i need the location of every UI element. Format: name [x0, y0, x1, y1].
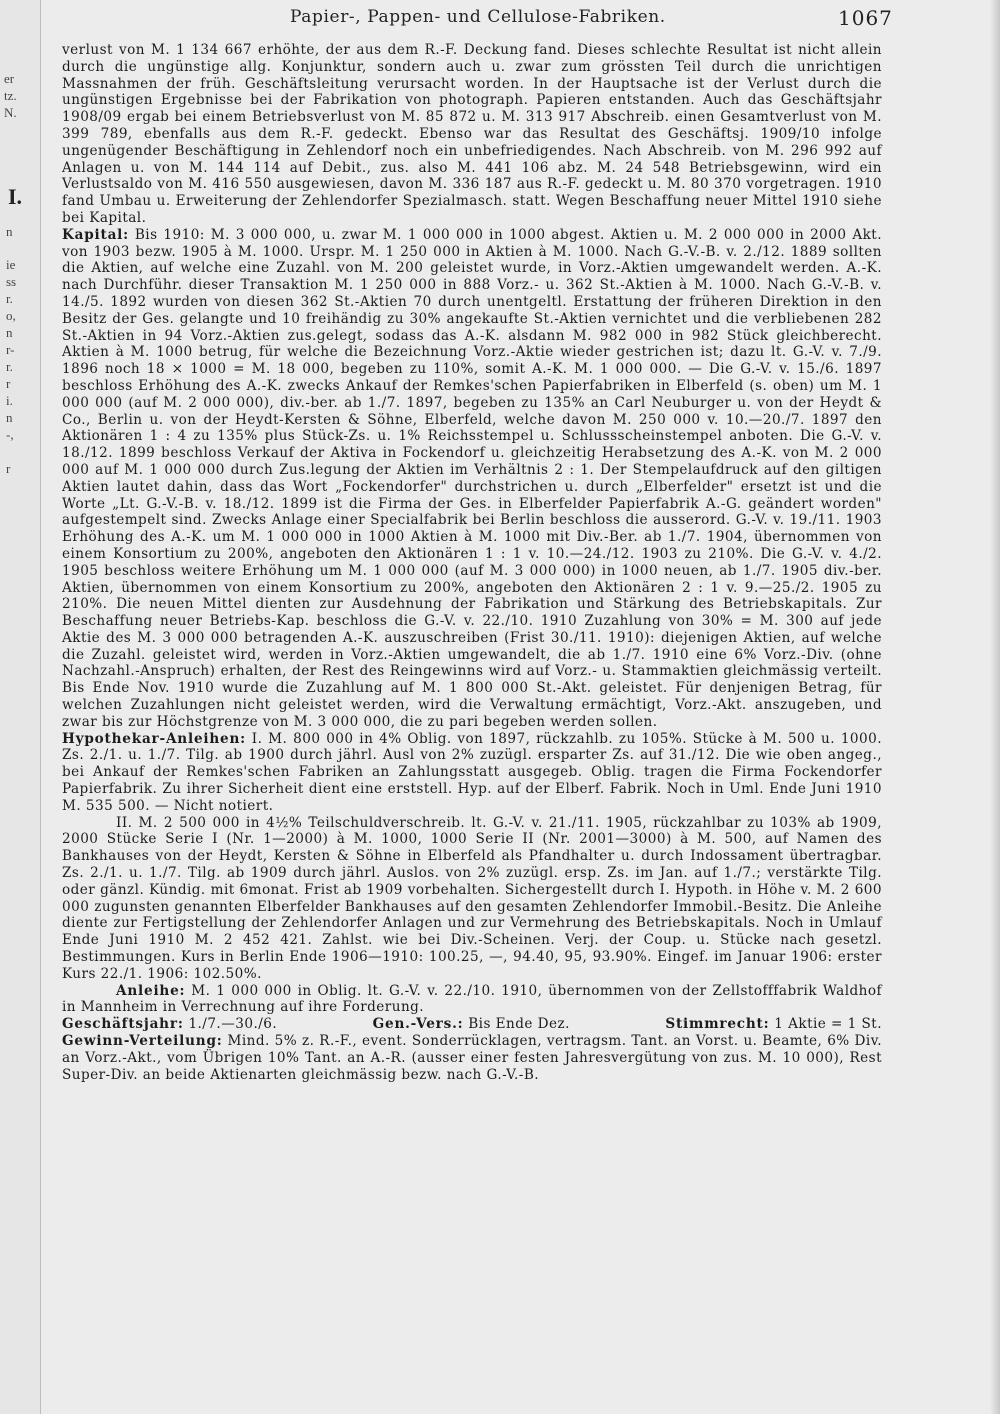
margin-fragment: ie — [6, 257, 16, 272]
stimmrecht-label: Stimmrecht: — [665, 1016, 770, 1033]
geschaeftsjahr-label: Geschäftsjahr: — [62, 1016, 184, 1033]
genvers-value: Bis Ende Dez. — [468, 1016, 570, 1033]
margin-fragment: n — [6, 410, 13, 425]
margin-fragment: n — [6, 325, 13, 340]
margin-fragment: i. — [6, 393, 13, 408]
margin-fragment: er — [4, 71, 15, 86]
stimmrecht — [665, 1016, 882, 1033]
running-head: Papier-, Pappen- und Cellulose-Fabriken. — [290, 7, 666, 27]
anleihe-paragraph — [62, 983, 882, 1017]
gewinn-paragraph — [62, 1033, 882, 1083]
intro-paragraph: verlust von M. 1 134 667 erhöhte, der aus dem R.-F. Deckung fand. Dieses schlechte Resultat ist nicht allein durch die ungünstige allg. Konjunktur, sondern auch u. zwar zum grössten Teil durch die unrichtigen Massnahmen der früh. Geschäftsleitung verursacht worden. In der Hauptsache ist der Verlust durch die ungünstigen Ergebnisse bei der Fabrikation von photograph. Papieren entstanden. Auch das Geschäftsjahr 1908/09 ergab bei einem Betriebsverlust von M. 85 872 u. M. 313 917 Abschreib. einen Gesamtverlust von M. 399 789, ebenfalls aus dem R.-F. gedeckt. Ebenso war das Resultat des Geschäftsj. 1909/10 infolge ungenügender Beschäftigung in Zehlendorf noch ein unbefriedigendes. Nach Abschreib. von M. 296 992 auf Anlagen u. von M. 144 114 auf Debit., zus. also M. 441 106 abz. M. 24 548 Betriebsgewinn, wird ein Verlustsaldo von M. 416 550 ausgewiesen, davon M. 336 187 aus R.-F. gedeckt u. M. 80 370 vorgetragen. 1910 fand Umbau u. Erweiterung der Zehlendorfer Spezialmasch. statt. Wegen Beschaffung neuer Mittel 1910 siehe bei Kapital. — [62, 42, 882, 226]
margin-fragment: N. — [4, 105, 17, 120]
margin-fragment: -, — [6, 427, 14, 442]
margin-fragment: n — [6, 224, 13, 239]
kapital-label: Kapital: — [62, 226, 129, 243]
margin-fragment: I. — [8, 184, 23, 209]
hypothekar-text-1: I. M. 800 000 in 4% Oblig. von 1897, rückzahlb. zu 105%. Stücke à M. 500 u. 1000. Zs. 2./1. u. 1./7. Tilg. ab 1900 durch jährl. Ausl von 2% zuzügl. ersparter Zs. auf 31./12. Die wie oben angeg., bei Ankauf der Remkes'schen Fabriken an Zahlungsstatt ausgegeb. Oblig. tragen die Firma Fockendorfer Papierfabrik. Zu ihrer Sicherheit dient eine erststell. Hyp. auf der Elberf. Fabrik. Noch in Uml. Ende Juni 1910 M. 535 500. — Nicht notiert. — [62, 730, 882, 814]
gewinn-text: Mind. 5% z. R.-F., event. Sonderrücklagen, vertragsm. Tant. an Vorst. u. Beamte, 6% Div. an Vorz.-Akt., vom Übrigen 10% Tant. an A.-R. (ausser einer festen Jahresvergütung von zus. M. 10 000), Rest Super-Div. an beide Aktienarten gleichmässig bezw. nach G.-V.-B. — [62, 1033, 882, 1083]
genvers-label: Gen.-Vers.: — [372, 1016, 464, 1033]
hypothekar-paragraph-2: II. M. 2 500 000 in 4½% Teilschuldverschreib. lt. G.-V. v. 21./11. 1905, rückzahlbar zu 103% ab 1909, 2000 Stücke Serie I (Nr. 1—2000) à M. 1000, 1000 Serie II (Nr. 2001—3000) à M. 500, auf Namen des Bankhauses von der Heydt, Kersten & Söhne in Elberfeld als Pfandhalter u. durch Indossament übertragbar. Zs. 2./1. u. 1./7. Tilg. ab 1909 durch jährl. Auslos. von 2% zuzügl. ersp. Zs. im Jan. auf 1./7.; verstärkte Tilg. oder gänzl. Kündig. mit 6monat. Frist ab 1909 vorbehalten. Sichergestellt durch I. Hypoth. in Höhe v. M. 2 600 000 zugunsten genannten Elberfelder Bankhauses auf den gesamten Zehlendorfer Immobil.-Besitz. Die Anleihe diente zur Fertigstellung der Zehlendorfer Anlagen und zur Vermehrung des Betriebskapitals. Noch in Umlauf Ende Juni 1910 M. 2 452 421. Zahlst. wie bei Div.-Scheinen. Verj. der Coup. u. Stücke nach gesetzl. Bestimmungen. Kurs in Berlin Ende 1906—1910: 100.25, —, 94.40, 95, 93.90%. Eingef. im Januar 1906: erster Kurs 22./1. 1906: 102.50%. — [62, 814, 882, 982]
margin-fragment: r — [6, 461, 11, 476]
hypothekar-label: Hypothekar-Anleihen: — [62, 730, 246, 747]
margin-fragment: tz. — [4, 88, 17, 103]
margin-fragment: o, — [6, 308, 16, 323]
margin-fragment: r — [6, 376, 11, 391]
anleihe-label: Anleihe: — [116, 982, 186, 999]
generalversammlung — [373, 1016, 570, 1033]
margin-fragment: r- — [6, 342, 15, 357]
previous-page-margin — [0, 0, 41, 1414]
meta-line — [62, 1016, 882, 1033]
page-body — [62, 42, 882, 1083]
margin-fragment: r. — [6, 359, 13, 374]
geschaeftsjahr — [62, 1016, 277, 1033]
page-edge-shadow — [990, 0, 1000, 1414]
page-number: 1067 — [838, 6, 893, 30]
anleihe-text: M. 1 000 000 in Oblig. lt. G.-V. v. 22./10. 1910, übernommen von der Zellstofffabrik Waldhof in Mannheim in Verrechnung auf ihre Forderung. — [62, 982, 882, 1016]
kapital-text: Bis 1910: M. 3 000 000, u. zwar M. 1 000 000 in 1000 abgest. Aktien u. M. 2 000 000 in 2000 Akt. von 1903 bezw. 1905 à M. 1000. Urspr. M. 1 250 000 in Aktien à M. 1000. Nach G.-V.-B. v. 2./12. 1889 sollten die Aktien, auf welche eine Zuzahl. von M. 200 geleistet wurde, in Vorz.-Aktien umgewandelt werden. A.-K. nach Durchführ. dieser Transaktion M. 1 250 000 in 888 Vorz.- u. 362 St.-Aktien à M. 1000. Nach G.-V.-B. v. 14./5. 1892 wurden von diesen 362 St.-Aktien 70 durch unentgeltl. Erstattung der früheren Direktion in den Besitz der Ges. gelangte und 10 freihändig zu 30% angekaufte St.-Aktien vernichtet und die verbliebenen 282 St.-Aktien in 94 Vorz.-Aktien zus.gelegt, sodass das A.-K. alsdann M. 982 000 in 982 Stück gleichberecht. Aktien à M. 1000 betrug, für welche die Bezeichnung Vorz.-Aktie wieder gestrichen ist; dazu lt. G.-V. v. 7./9. 1896 noch 18 × 1000 = M. 18 000, begeben zu 110%, somit A.-K. M. 1 000 000. — Die G.-V. v. 15./6. 1897 beschloss Erhöhung des A.-K. zwecks Ankauf der Remkes'schen Papierfabriken in Elberfeld (s. oben) um M. 1 000 000 (auf M. 2 000 000), div.-ber. ab 1./7. 1897, begeben zu 135% an Carl Neuburger u. von der Heydt & Co., Berlin u. von der Heydt-Kersten & Söhne, Elberfeld, welche davon M. 250 000 v. 10.—20./7. 1897 den Aktionären 1 : 4 zu 135% plus Stück-Zs. u. 1% Reichsstempel u. Schlussscheinstempel anboten. Die G.-V. v. 18./12. 1899 beschloss Verkauf der Aktiva in Fockendorf u. gleichzeitig Herabsetzung des A.-K. von M. 2 000 000 auf M. 1 000 000 durch Zus.legung der Aktien im Verhältnis 2 : 1. Der Stempelaufdruck auf den giltigen Aktien lautet dahin, dass das Wort „Fockendorfer" durchstrichen u. durch „Elberfelder" ersetzt ist und die Worte „Lt. G.-V.-B. v. 18./12. 1899 ist die Firma der Ges. in Elberfelder Papierfabrik A.-G. geändert worden" aufgestempelt sind. Zwecks Anlage einer Specialfabrik bei Berlin beschloss die ausserord. G.-V. v. 19./11. 1903 Erhöhung des A.-K. um M. 1 000 000 in 1000 Aktien à M. 1000 mit Div.-Ber. ab 1./7. 1904, übernommen von einem Konsortium zu 200%, angeboten den Aktionären 1 : 1 v. 10.—24./12. 1903 zu 210%. Die G.-V. v. 4./2. 1905 beschloss weitere Erhöhung um M. 1 000 000 (auf M. 3 000 000) in 1000 neuen, ab 1./7. 1905 div.-ber. Aktien, übernommen von einem Konsortium zu 200%, angeboten den Aktionären 2 : 1 v. 9.—25./2. 1905 zu 210%. Die neuen Mittel dienten zur Ausdehnung der Fabrikation und Stärkung des Betriebskapitals. Zur Beschaffung neuer Betriebs-Kap. beschloss die G.-V. v. 22./10. 1910 Zuzahlung von 30% = M. 300 auf jede Aktie des M. 3 000 000 betragenden A.-K. auszuschreiben (Frist 30./11. 1910): diejenigen Aktien, auf welche die Zuzahl. geleistet wird, werden in Vorz.-Aktien umgewandelt, die ab 1./7. 1910 eine 6% Vorz.-Div. (ohne Nachzahl.-Anspruch) erhalten, der Rest des Reingewinns wird auf Vorz.- u. Stammaktien gleichmässig verteilt. Bis Ende Nov. 1910 wurde die Zuzahlung auf M. 1 800 000 St.-Akt. geleistet. Für denjenigen Betrag, für welchen Zuzahlungen nicht geleistet werden, wird die Verwaltung ermächtigt, Vorz.-Akt. anszugeben, und zwar bis zur Höchstgrenze von M. 3 000 000, die zu pari begeben werden sollen. — [62, 226, 882, 730]
gewinn-label: Gewinn-Verteilung: — [62, 1033, 223, 1050]
margin-fragment: ss — [6, 274, 17, 289]
kapital-paragraph — [62, 227, 882, 731]
stimmrecht-value: 1 Aktie = 1 St. — [774, 1016, 882, 1033]
hypothekar-paragraph — [62, 731, 882, 815]
margin-fragment: r. — [6, 291, 13, 306]
geschaeftsjahr-value: 1./7.—30./6. — [188, 1016, 278, 1033]
